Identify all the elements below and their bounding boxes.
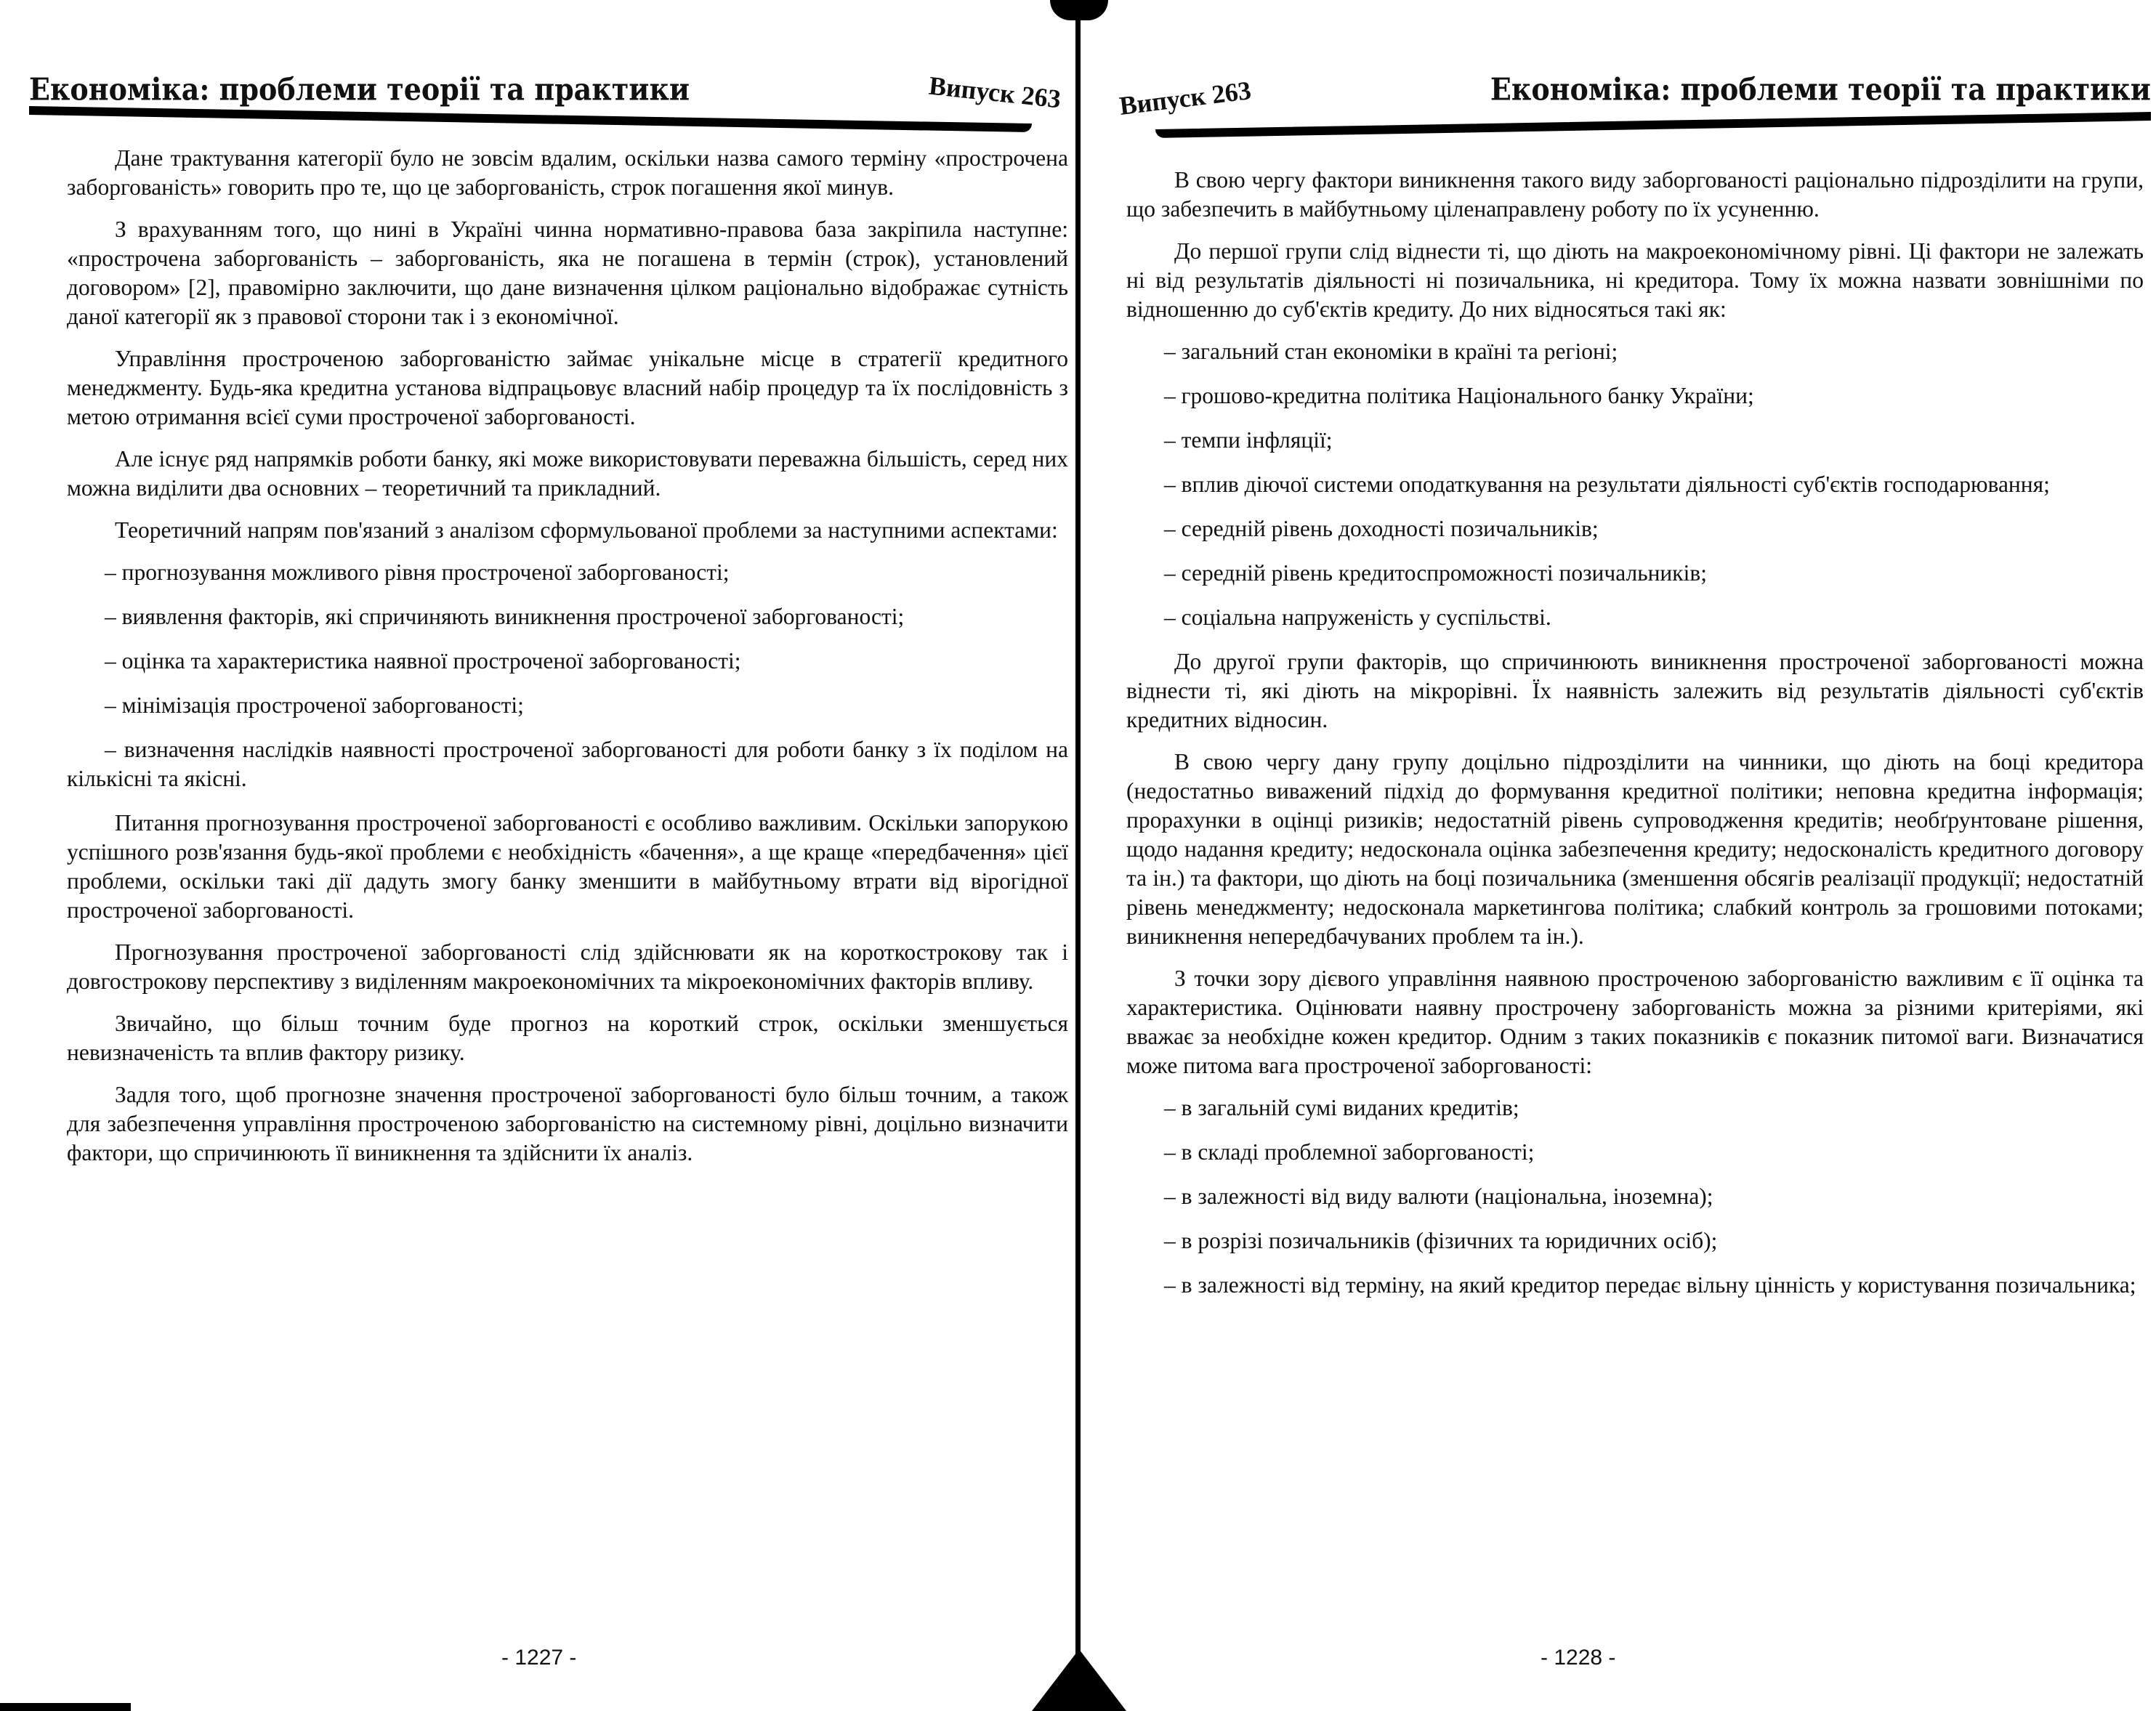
issue-label: Випуск 263 bbox=[927, 70, 1062, 114]
list-item: – в розрізі позичальників (фізичних та юридичних осіб); bbox=[1164, 1228, 1718, 1253]
list-item: – середній рівень доходності позичальників; bbox=[1164, 516, 1599, 541]
paragraph: До другої групи факторів, що спричинюють виникнення простроченої заборгованості можна віднести ті, які діють на мікрорівні. Їх наявність залежить від результатів діяльності суб'єктів кредитних відносин. bbox=[1126, 649, 2144, 732]
list-item: – вплив діючої системи оподаткування на результати діяльності суб'єктів господарювання; bbox=[1164, 472, 2050, 497]
header-rule bbox=[29, 106, 1032, 132]
list-item: – грошово-кредитна політика Національного банку України; bbox=[1164, 383, 1754, 408]
journal-title: Економіка: проблеми теорії та практики bbox=[1490, 70, 2151, 108]
header-rule bbox=[1155, 112, 2151, 138]
list-item: – середній рівень кредитоспроможності позичальників; bbox=[1164, 560, 1707, 586]
paragraph: З точки зору дієвого управління наявною простроченою заборгованістю важливим є її оцінка та характеристика. Оцінювати наявну прострочену заборгованість можна за різними критеріями, які вважає за необхідне кожен кредитор. Одним з таких показників є показник питомої ваги. Визначатися може питома вага простроченої заборгованості: bbox=[1126, 966, 2144, 1078]
list-item: – виявлення факторів, які спричиняють виникнення простроченої заборгованості; bbox=[105, 604, 905, 629]
paragraph: З врахуванням того, що нині в Україні чинна нормативно-правова база закріпила наступне: «прострочена заборгованість – заборгованість, яка не погашена в термін (строк), установлений договором» [2], правомірно заключити, що дане визначення цілком раціонально відображає сутність даної категорії як з правової сторони так і з економічної. bbox=[67, 217, 1068, 329]
paragraph: Теоретичний напрям пов'язаний з аналізом сформульованої проблеми за наступними аспектами: bbox=[115, 517, 1058, 543]
paragraph: Але існує ряд напрямків роботи банку, які може використовувати переважна більшість, серед них можна виділити два основних – теоретичний та прикладний. bbox=[67, 446, 1068, 501]
paragraph: Прогнозування простроченої заборгованості слід здійснювати як на короткострокову так і довгострокову перспективу з виділенням макроекономічних та мікроекономічних факторів впливу. bbox=[67, 939, 1068, 994]
list-item: – в залежності від виду валюти (національна, іноземна); bbox=[1164, 1184, 1713, 1209]
list-item: – в складі проблемної заборгованості; bbox=[1164, 1139, 1535, 1165]
paragraph: В свою чергу фактори виникнення такого виду заборгованості раціонально підрозділити на групи, що забезпечить в майбутньому ціленаправлену роботу по їх усуненню. bbox=[1126, 167, 2144, 222]
book-spine bbox=[1075, 0, 1081, 1711]
list-item: – в залежності від терміну, на який кредитор передає вільну цінність у користування позичальника; bbox=[1164, 1272, 2136, 1298]
list-item: – оцінка та характеристика наявної простроченої заборгованості; bbox=[105, 648, 741, 674]
list-item: – визначення наслідків наявності простроченої заборгованості для роботи банку з їх поділом на кількісні та якісні. bbox=[67, 737, 1068, 791]
paragraph: Задля того, щоб прогнозне значення простроченої заборгованості було більш точним, а також для забезпечення управління простроченою заборгованістю на системному рівні, доцільно визначити фактори, що спричинюють її виникнення та здійснити їх аналіз. bbox=[67, 1082, 1068, 1165]
page-number: - 1227 - bbox=[501, 1646, 577, 1670]
paragraph: Управління простроченою заборгованістю займає унікальне місце в стратегії кредитного менеджменту. Будь-яка кредитна установа відпрацьовує власний набір процедур та їх послідовність з метою отримання всієї суми простроченої заборгованості. bbox=[67, 346, 1068, 429]
paragraph: Звичайно, що більш точним буде прогноз на короткий строк, оскільки зменшується невизначеність та вплив фактору ризику. bbox=[67, 1011, 1068, 1065]
journal-title: Економіка: проблеми теорії та практики bbox=[29, 70, 690, 108]
list-item: – соціальна напруженість у суспільстві. bbox=[1164, 604, 1551, 630]
issue-label: Випуск 263 bbox=[1118, 76, 1253, 121]
running-head-left bbox=[22, 70, 1068, 131]
list-item: – в загальній сумі виданих кредитів; bbox=[1164, 1095, 1519, 1120]
left-page bbox=[0, 0, 1072, 1711]
paragraph: До першої групи слід віднести ті, що діють на макроекономічному рівні. Ці фактори не залежать ні від результатів діяльності ні позичальника, ні кредитора. Тому їх можна назвати зовнішніми по відношенню до суб'єктів кредиту. До них відносяться такі як: bbox=[1126, 238, 2144, 322]
right-page bbox=[1083, 0, 2156, 1711]
running-head-right bbox=[1112, 70, 2151, 131]
list-item: – мінімізація простроченої заборгованості; bbox=[105, 692, 524, 718]
left-page-body bbox=[67, 144, 1068, 1181]
list-item: – прогнозування можливого рівня простроченої заборгованості; bbox=[105, 559, 730, 585]
paragraph: В свою чергу дану групу доцільно підрозділити на чинники, що діють на боці кредитора (недостатньо виважений підхід до формування кредитної політики; неповна кредитна інформація; прорахунки в оцінці ризиків; недостатній рівень супроводження кредитів; необґрунтоване рішення, щодо надання кредиту; недосконала оцінка забезпечення кредиту; недосконалість кредитного договору та ін.) та фактори, що діють на боці позичальника (зменшення обсягів реалізації продукції; недостатній рівень менеджменту; недосконала маркетингова політика; слабкий контроль за грошовими потоками; виникнення непередбачуваних проблем та ін.). bbox=[1126, 749, 2144, 949]
page-number: - 1228 - bbox=[1541, 1646, 1616, 1670]
paragraph: Дане трактування категорії було не зовсім вдалим, оскільки назва самого терміну «прострочена заборгованість» говорить про те, що це заборгованість, строк погашення якої минув. bbox=[67, 145, 1068, 200]
list-item: – загальний стан економіки в країні та регіоні; bbox=[1164, 339, 1618, 364]
list-item: – темпи інфляції; bbox=[1164, 427, 1333, 453]
paragraph: Питання прогнозування простроченої заборгованості є особливо важливим. Оскільки запорукою успішного розв'язання будь-якої проблеми є необхідність «бачення», а ще краще «передбачення» цієї проблеми, оскільки такі дії дадуть змогу банку зменшити в майбутньому втрати від вірогідної простроченої заборгованості. bbox=[67, 810, 1068, 923]
right-page-body bbox=[1126, 166, 2144, 1315]
